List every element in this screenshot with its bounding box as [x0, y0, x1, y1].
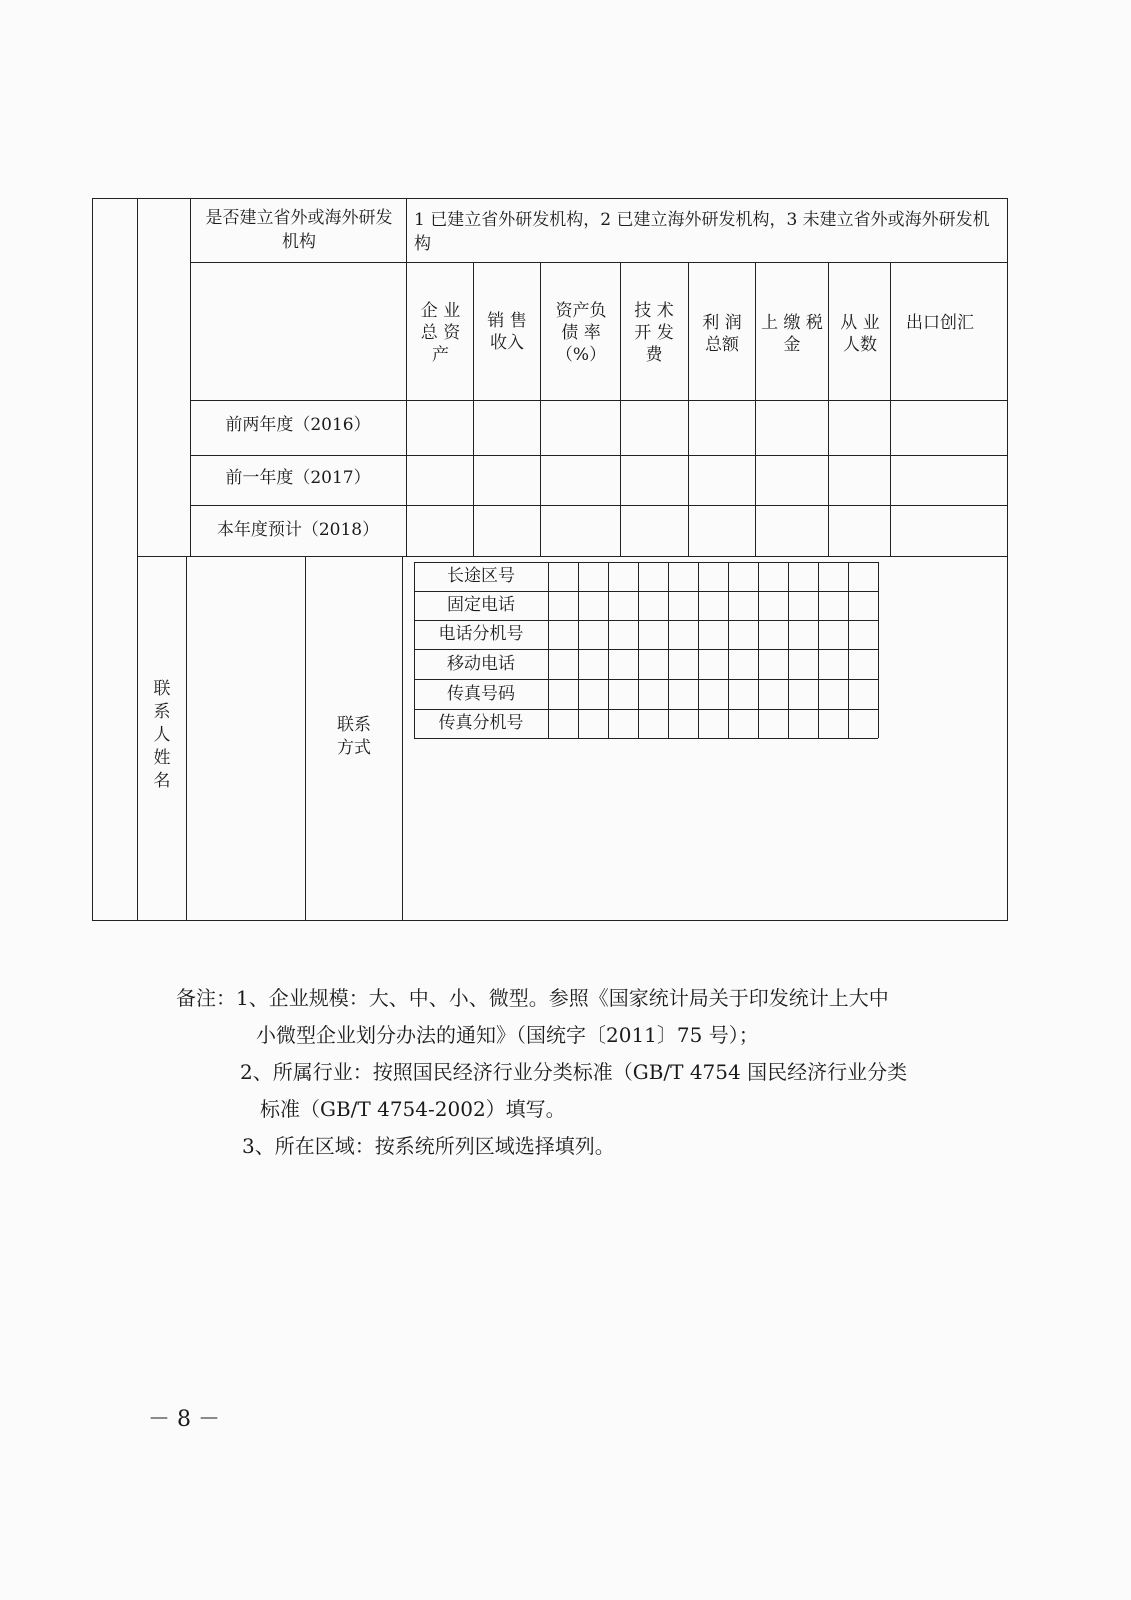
note-line: 标准（GB/T 4754-2002）填写。 [260, 1097, 566, 1121]
note-line: 备注：1、企业规模：大、中、小、微型。参照《国家统计局关于印发统计上大中 [176, 986, 889, 1010]
metric-employees: 从 业 人数 [840, 313, 880, 355]
field-long-distance-code: 长途区号 [447, 566, 515, 586]
note-line: 3、所在区域：按系统所列区域选择填列。 [242, 1134, 615, 1158]
field-landline: 固定电话 [447, 595, 515, 615]
notes-section [176, 980, 908, 1165]
metric-sales-revenue: 销 售 收入 [487, 311, 527, 353]
contact-method-label: 联系方式 [337, 715, 371, 758]
metric-total-assets: 企 业 总 资 产 [420, 301, 461, 365]
metric-export-earnings: 出口创汇 [906, 313, 974, 333]
year-row-2016: 前两年度（2016） [225, 415, 371, 435]
field-mobile: 移动电话 [447, 654, 515, 674]
metric-tech-dev-cost: 技 术 开 发 费 [634, 301, 674, 365]
metric-debt-ratio: 资产负 债 率 （%） [555, 301, 607, 365]
field-phone-extension: 电话分机号 [438, 624, 524, 644]
metric-taxes-paid: 上 缴 税金 [761, 313, 823, 355]
year-row-2017: 前一年度（2017） [225, 468, 371, 488]
note-line: 2、所属行业：按照国民经济行业分类标准（GB/T 4754 国民经济行业分类 [240, 1060, 908, 1084]
rnd-question-label: 是否建立省外或海外研发机构 [205, 208, 393, 252]
field-fax-extension: 传真分机号 [438, 713, 524, 733]
contact-name-label: 联系人姓名 [153, 679, 171, 791]
field-fax: 传真号码 [447, 684, 515, 704]
rnd-options-text: 1 已建立省外研发机构，2 已建立海外研发机构，3 未建立省外或海外研发机构 [414, 210, 990, 254]
note-line: 小微型企业划分办法的通知》（国统字〔2011〕75 号）； [256, 1023, 759, 1047]
page-number: － 8 － [148, 1407, 220, 1432]
metric-total-profit: 利 润 总额 [702, 313, 742, 355]
year-row-2018: 本年度预计（2018） [216, 520, 380, 540]
